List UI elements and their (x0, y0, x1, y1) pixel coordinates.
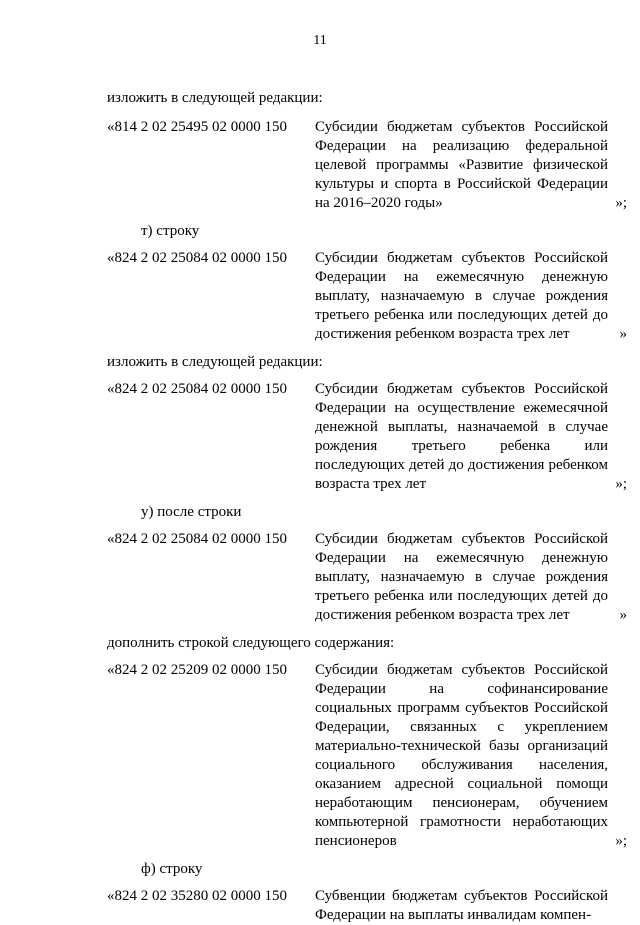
budget-code-row (107, 887, 627, 925)
budget-code-row (107, 380, 627, 494)
subitem-label: ф) строку (141, 861, 203, 877)
document-body (107, 89, 627, 925)
row-description: Субсидии бюджетам субъектов Российской Федерации на ежемесячную денежную выплату, назначаемую в случае рождения третьего ребенка или последующих детей до достижения ребенком возраста трех лет (315, 531, 608, 623)
row-description: Субсидии бюджетам субъектов Российской Федерации на реализацию федеральной целевой программы «Развитие физической культуры и спорта в Российской Федерации на 2016–2020 годы» (315, 119, 608, 211)
instruction-text: дополнить строкой следующего содержания: (107, 635, 395, 651)
budget-code: «824 2 02 25209 02 0000 150 (107, 662, 287, 678)
budget-code-row (107, 249, 627, 344)
row-description: Субсидии бюджетам субъектов Российской Федерации на ежемесячную денежную выплату, назначаемую в случае рождения третьего ребенка или последующих детей до достижения ребенком возраста трех лет (315, 250, 608, 342)
row-description: Субвенции бюджетам субъектов Российской Федерации на выплаты инвалидам компен- (315, 888, 608, 923)
budget-code: «824 2 02 25084 02 0000 150 (107, 381, 287, 397)
budget-code-row (107, 118, 627, 213)
budget-code: «824 2 02 35280 02 0000 150 (107, 888, 287, 904)
instruction-text: изложить в следующей редакции: (107, 354, 323, 370)
budget-code: «824 2 02 25084 02 0000 150 (107, 531, 287, 547)
instruction-text: изложить в следующей редакции: (107, 90, 323, 106)
closing-quote: »; (615, 476, 627, 492)
budget-code: «814 2 02 25495 02 0000 150 (107, 119, 287, 135)
row-description: Субсидии бюджетам субъектов Российской Федерации на софинансирование социальных программ субъектов Российской Федерации, связанных с укреплением материально-технической базы организаций социального обслуживания населения, оказанием адресной социальной помощи неработающим пенсионерам, обучением компьютерной грамотности неработающих пенсионеров (315, 662, 608, 849)
subitem-label: т) строку (141, 223, 200, 239)
row-description: Субсидии бюджетам субъектов Российской Федерации на осуществление ежемесячной денежной выплаты, назначаемой в случае рождения третьего ребенка или последующих детей до достижения ребенком возраста трех лет (315, 381, 608, 492)
closing-quote: »; (615, 195, 627, 211)
budget-code-row (107, 530, 627, 625)
page-number: 11 (313, 33, 327, 48)
subitem-label: у) после строки (141, 504, 242, 520)
budget-code-row (107, 661, 627, 851)
budget-code: «824 2 02 25084 02 0000 150 (107, 250, 287, 266)
closing-quote: » (619, 326, 627, 342)
closing-quote: »; (615, 833, 627, 849)
closing-quote: » (619, 607, 627, 623)
